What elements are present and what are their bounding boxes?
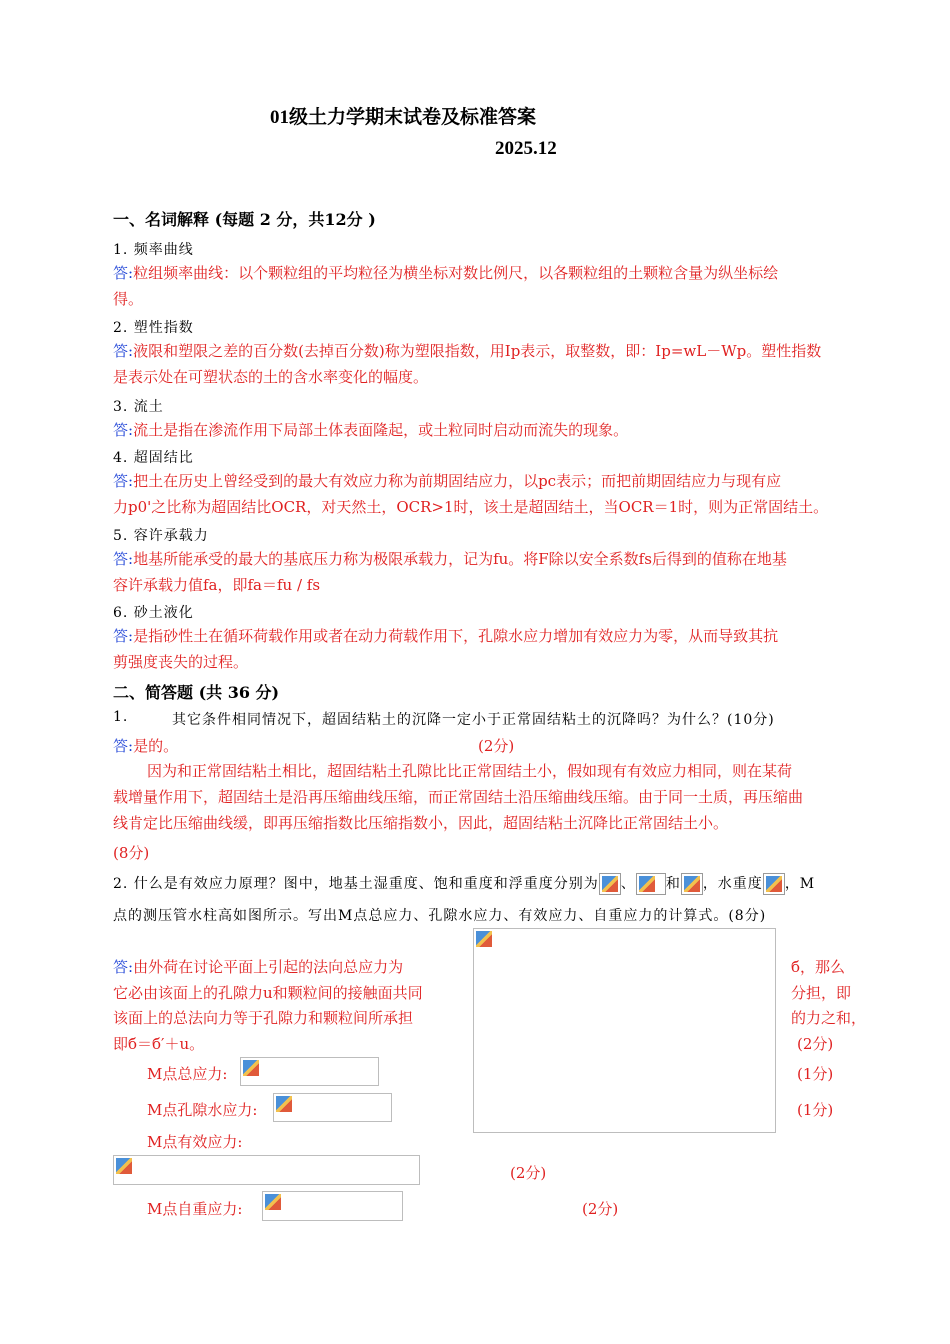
m-total-stress-formula xyxy=(240,1057,379,1086)
answer-label: 答: xyxy=(113,342,134,360)
term-question-3: 3. 流土 xyxy=(113,399,164,415)
soil-profile-figure xyxy=(473,928,776,1133)
term-answer-5: 答:地基所能承受的最大的基底压力称为极限承载力，记为fu。将F除以安全系数fs后得到的值称在地基 容许承载力值fa，即fa＝fu / fs xyxy=(113,550,787,594)
answer-label: 答: xyxy=(113,627,134,645)
m-self-weight-stress-label: M点自重应力: xyxy=(147,1200,243,1218)
formula-image-icon xyxy=(681,873,703,895)
answer-label: 答: xyxy=(113,264,134,282)
score-label: (1分) xyxy=(797,1101,834,1119)
short-answer-2-line4: 即б＝б′＋u。 xyxy=(113,1035,205,1053)
page-title: 01级土力学期末试卷及标准答案 xyxy=(270,107,537,128)
exam-date: 2025.12 xyxy=(495,138,557,159)
short-answer-2-line1-right: б，那么 xyxy=(791,958,846,976)
short-answer-1-explanation-cont: 载增量作用下，超固结土是沿再压缩曲线压缩，而正常固结土沿压缩曲线压缩。由于同一土质，再压缩曲 线肯定比压缩曲线缓，即再压缩指数比压缩指数小，因此，超固结粘土沉降比正常固结土小。 xyxy=(113,788,804,832)
formula-image-icon xyxy=(263,1192,285,1214)
m-pore-pressure-formula xyxy=(273,1093,392,1122)
score-label: (2分) xyxy=(478,737,515,755)
answer-label: 答: xyxy=(113,958,134,976)
short-question-1: 其它条件相同情况下，超固结粘土的沉降一定小于正常固结粘土的沉降吗？为什么？(10分) xyxy=(172,712,775,728)
short-answer-2-line3-right: 的力之和， xyxy=(791,1009,867,1027)
short-question-2-cont: 点的测压管水柱高如图所示。写出M点总应力、孔隙水应力、有效应力、自重应力的计算式。(8分) xyxy=(113,908,767,924)
broken-image-icon xyxy=(474,929,496,951)
section1-heading: 一、名词解释 (每题 2 分，共12分 ) xyxy=(113,210,376,229)
m-total-stress-label: M点总应力: xyxy=(147,1065,228,1083)
term-question-2: 2. 塑性指数 xyxy=(113,320,194,336)
section2-heading: 二、简答题 (共 36 分) xyxy=(113,683,280,702)
m-effective-stress-formula xyxy=(113,1155,420,1185)
short-question-1-number: 1. xyxy=(113,709,129,725)
short-answer-2-line2-right: 分担，即 xyxy=(791,984,852,1002)
term-answer-2: 答:液限和塑限之差的百分数(去掉百分数)称为塑限指数，用Ip表示，取整数，即：Ip=wL－Wp。塑性指数 是表示处在可塑状态的土的含水率变化的幅度。 xyxy=(113,342,822,386)
m-effective-stress-label: M点有效应力: xyxy=(147,1133,243,1151)
short-question-2: 2. 什么是有效应力原理？图中，地基土湿重度、饱和重度和浮重度分别为 、 和 ，水重度 ，M xyxy=(113,873,815,895)
short-answer-1: 答:是的。 xyxy=(113,737,179,755)
term-question-6: 6. 砂土液化 xyxy=(113,605,194,621)
term-answer-4: 答:把土在历史上曾经受到的最大有效应力称为前期固结应力，以pc表示；而把前期固结应力与现有应 力p0'之比称为超固结比OCR，对天然土，OCR>1时，该土是超固结土，当OCR＝1时，则为正常固结土。 xyxy=(113,472,829,516)
answer-label: 答: xyxy=(113,421,134,439)
formula-image-icon xyxy=(599,873,621,895)
short-answer-2-line1: 答:由外荷在讨论平面上引起的法向总应力为 xyxy=(113,958,404,976)
answer-label: 答: xyxy=(113,737,134,755)
formula-image-icon xyxy=(763,873,785,895)
m-self-weight-stress-formula xyxy=(262,1191,403,1221)
score-label: (2分) xyxy=(510,1164,547,1182)
term-question-1: 1. 频率曲线 xyxy=(113,242,194,258)
term-question-5: 5. 容许承载力 xyxy=(113,528,209,544)
m-pore-pressure-label: M点孔隙水应力: xyxy=(147,1101,258,1119)
short-answer-2-line2: 它必由该面上的孔隙力u和颗粒间的接触面共同 xyxy=(113,984,423,1002)
term-answer-3: 答:流土是指在渗流作用下局部土体表面隆起，或土粒同时启动而流失的现象。 xyxy=(113,421,629,439)
score-label: (8分) xyxy=(113,844,150,862)
answer-label: 答: xyxy=(113,550,134,568)
answer-label: 答: xyxy=(113,472,134,490)
formula-image-icon xyxy=(114,1156,136,1178)
term-answer-6: 答:是指砂性土在循环荷载作用或者在动力荷载作用下，孔隙水应力增加有效应力为零，从而导致其抗 剪强度丧失的过程。 xyxy=(113,627,779,671)
score-label: (2分) xyxy=(582,1200,619,1218)
score-label: (1分) xyxy=(797,1065,834,1083)
short-answer-1-explanation: 因为和正常固结粘土相比，超固结粘土孔隙比比正常固结土小，假如现有有效应力相同，则在某荷 xyxy=(147,762,793,780)
formula-image-icon xyxy=(241,1058,263,1080)
term-question-4: 4. 超固结比 xyxy=(113,450,194,466)
score-label: (2分) xyxy=(797,1035,834,1053)
term-answer-1: 答:粒组频率曲线：以个颗粒组的平均粒径为横坐标对数比例尺，以各颗粒组的土颗粒含量为纵坐标绘 得。 xyxy=(113,264,779,308)
formula-image-icon xyxy=(636,873,666,895)
short-answer-2-line3: 该面上的总法向力等于孔隙力和颗粒间所承担 xyxy=(113,1009,414,1027)
formula-image-icon xyxy=(274,1094,296,1116)
